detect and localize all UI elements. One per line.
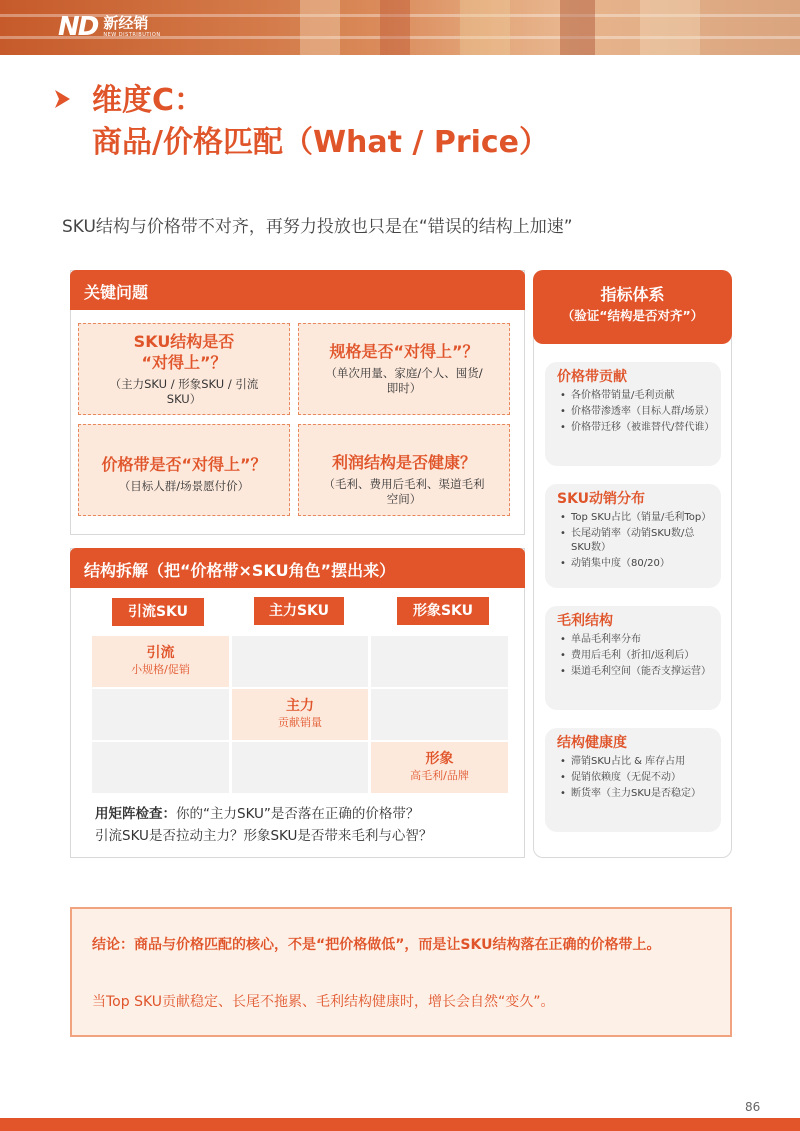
metric-group-title: 毛利结构	[557, 613, 613, 629]
logo-name: 新经销	[103, 14, 149, 32]
question-sku-structure	[78, 323, 290, 415]
metric-item: • 断货率（主力SKU是否稳定）	[557, 787, 711, 801]
chevron-right-icon	[52, 88, 74, 110]
page-subtitle: SKU结构与价格带不对齐，再努力投放也只是在“错误的结构上加速”	[62, 217, 573, 237]
matrix-cell-sub: 小规格/促销	[131, 663, 190, 676]
matrix-cell-empty	[232, 742, 368, 793]
title-line-2: 商品/价格匹配（What / Price）	[92, 125, 550, 160]
matrix-check-note	[95, 803, 432, 847]
brand-logo	[58, 12, 161, 42]
metric-item: • 价格带渗透率（目标人群/场景）	[557, 405, 711, 419]
metric-group-health	[545, 728, 721, 832]
matrix-cell-image	[371, 742, 508, 793]
role-price-matrix	[92, 636, 508, 793]
question-title: SKU结构是否	[133, 332, 235, 351]
matrix-cell-core	[232, 689, 368, 740]
key-questions-header	[70, 270, 525, 310]
question-profit	[298, 424, 510, 516]
question-desc: （单次用量、家庭/个人、囤货/ 即时）	[325, 366, 483, 395]
metric-item: • 动销集中度（80/20）	[557, 557, 711, 571]
role-traffic-sku: 引流SKU	[112, 598, 204, 626]
metrics-header	[533, 270, 732, 344]
matrix-cell-empty	[92, 742, 229, 793]
metric-item: • 价格带迁移（被谁替代/替代谁）	[557, 421, 711, 435]
metric-item: • 长尾动销率（动销SKU数/总SKU数）	[557, 527, 711, 555]
question-spec	[298, 323, 510, 415]
check-line-1: 你的“主力SKU”是否落在正确的价格带？	[176, 806, 420, 822]
metric-item: • 滞销SKU占比 & 库存占用	[557, 755, 711, 769]
matrix-cell-empty	[371, 689, 508, 740]
title-line-1: 维度C：	[92, 83, 205, 118]
metric-group-price-band	[545, 362, 721, 466]
question-desc: （主力SKU / 形象SKU / 引流 SKU）	[109, 377, 259, 406]
question-title: 利润结构是否健康？	[331, 453, 476, 472]
header-banner	[0, 0, 800, 55]
question-price-band	[78, 424, 290, 516]
question-title: 价格带是否“对得上”？	[101, 455, 267, 474]
metric-item: • Top SKU占比（销量/毛利Top）	[557, 511, 711, 525]
matrix-cell-sub: 贡献销量	[278, 716, 322, 729]
metric-group-sku-sales	[545, 484, 721, 588]
metric-item: • 费用后毛利（折扣/返利后）	[557, 649, 711, 663]
matrix-cell-main: 主力	[286, 698, 314, 714]
check-line-2: 引流SKU是否拉动主力？形象SKU是否带来毛利与心智？	[95, 828, 433, 844]
matrix-cell-empty	[92, 689, 229, 740]
question-title-cont: “对得上”？	[141, 353, 227, 372]
matrix-cell-main: 引流	[146, 645, 175, 661]
metrics-title: 指标体系	[600, 285, 665, 304]
metric-group-title: SKU动销分布	[557, 491, 646, 507]
matrix-cell-main: 形象	[425, 751, 454, 767]
structure-header	[70, 548, 525, 588]
page-number: 86	[745, 1100, 761, 1114]
conclusion-note: 当Top SKU贡献稳定、长尾不拖累、毛利结构健康时，增长会自然“变久”。	[92, 994, 555, 1010]
matrix-cell-sub: 高毛利/品牌	[410, 769, 469, 782]
metric-item: • 单品毛利率分布	[557, 633, 711, 647]
metric-item: • 促销依赖度（无促不动）	[557, 771, 711, 785]
metric-group-margin	[545, 606, 721, 710]
matrix-cell-traffic	[92, 636, 229, 687]
role-image-sku: 形象SKU	[397, 597, 489, 625]
conclusion-box	[70, 907, 732, 1037]
question-title: 规格是否“对得上”？	[329, 342, 479, 361]
metric-item: • 渠道毛利空间（能否支撑运营）	[557, 665, 711, 679]
question-desc: （目标人群/场景愿付价）	[118, 479, 250, 493]
matrix-cell-empty	[232, 636, 368, 687]
role-core-sku: 主力SKU	[254, 597, 344, 625]
key-questions-title: 关键问题	[84, 283, 149, 302]
question-desc: （毛利、费用后毛利、渠道毛利 空间）	[323, 477, 485, 506]
conclusion-main: 结论：商品与价格匹配的核心，不是“把价格做低”，而是让SKU结构落在正确的价格带上。	[92, 937, 661, 953]
check-label: 用矩阵检查：	[95, 806, 176, 822]
metric-item: • 各价格带销量/毛利贡献	[557, 389, 711, 403]
matrix-cell-empty	[371, 636, 508, 687]
metric-group-title: 价格带贡献	[557, 369, 627, 385]
page-title	[92, 80, 549, 164]
logo-mark: ND	[58, 12, 98, 42]
metric-group-title: 结构健康度	[557, 735, 627, 751]
footer-bar	[0, 1118, 800, 1131]
metrics-subtitle: （验证“结构是否对齐”）	[561, 308, 704, 323]
logo-tagline: NEW DISTRIBUTION	[103, 32, 161, 38]
structure-title: 结构拆解（把“价格带×SKU角色”摆出来）	[84, 561, 396, 580]
